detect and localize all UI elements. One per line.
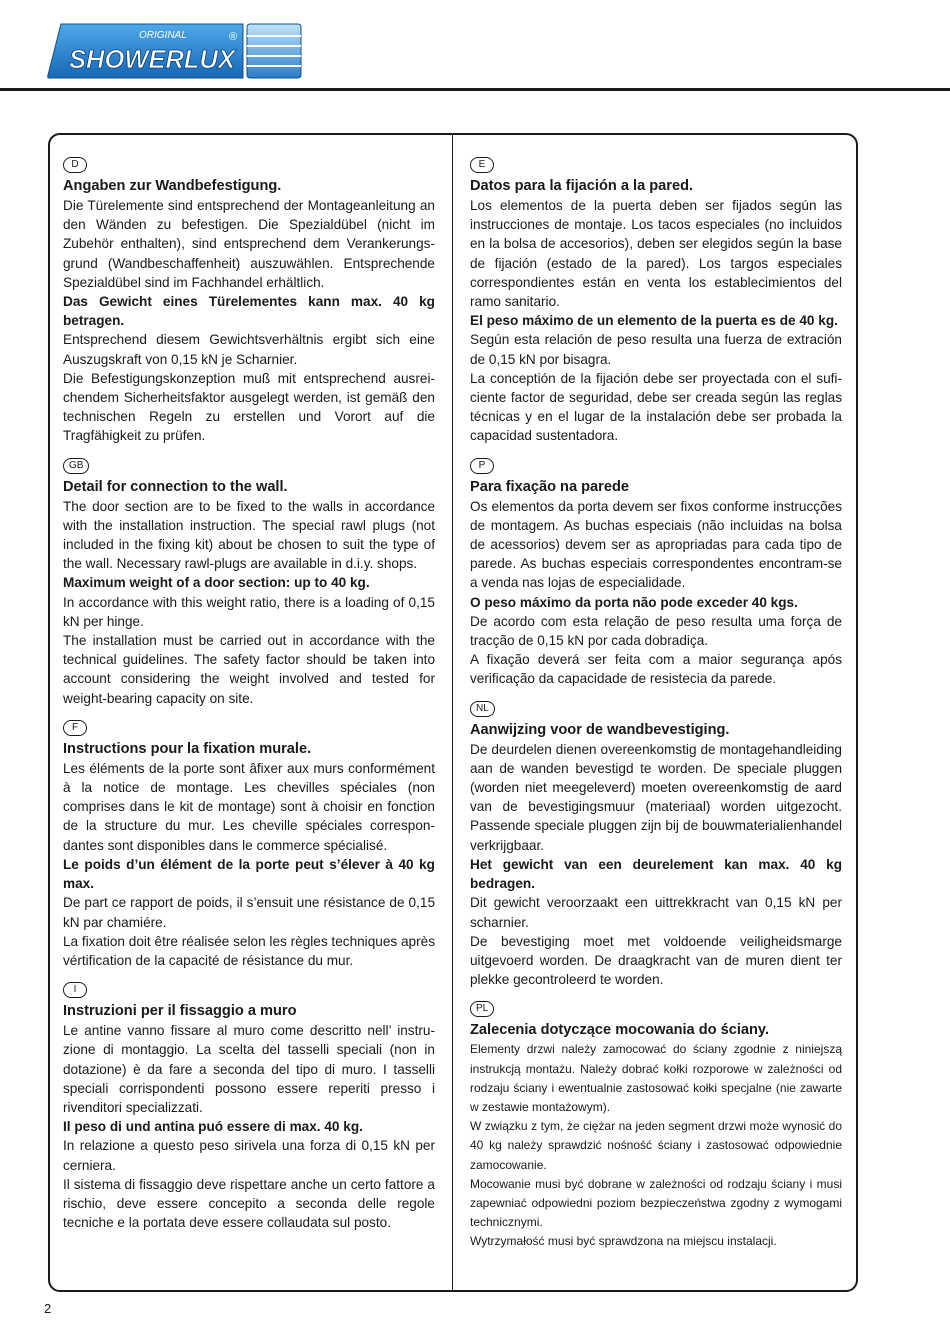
section-title: Instruzioni per il fissaggio a muro [63,1003,297,1020]
section-pl [470,997,842,1251]
paragraph: Elementy drzwi należy zamocować do ściany zgodnie z niniejszą instrukcją montażu. Należy dobrać kołki rozporowe w zależności od rodzaju ściany i ewentualnie zastosować kołki specjalne (nie zawarte w zestawie montażowym). [470,1042,842,1114]
paragraph: Wytrzymałość musi być sprawdzona na miejscu instalacji. [470,1234,777,1249]
logo-registered: ® [229,31,238,43]
paragraph: De deurdelen dienen overeenkomstig de montagehandleiding aan de wanden bevestigd te worden. De speciale pluggen (worden niet meegeleverd) moeten overeenkomstig de aard van de bevestigingsmuur (materiaal) worden uitgezocht. Passende speciale pluggen zijn bij de bouwmaterialienhandel verkrijgbaar. [470,741,842,853]
page-number: 2 [44,1301,52,1316]
language-badge: P [470,458,494,474]
section-gb [63,454,435,708]
section-title: Angaben zur Wandbefestigung. [63,178,282,194]
paragraph: A fixação deverá ser feita com a maior segurança após verificação da capacidade de resistecia da parede. [470,652,842,687]
language-badge: D [63,157,87,173]
paragraph: In accordance with this weight ratio, there is a loading of 0,15 kN per hinge. [63,594,435,629]
section-i [63,978,435,1232]
paragraph: De part ce rapport de poids, il s’ensuit une résistance de 0,15 kN par chamiére. [63,895,435,930]
paragraph: Según esta relación de peso resulta una fuerza de extración de 0,15 kN por bisagra. [470,332,842,367]
weight-note: Le poids d’un élément de la porte peut s’élever à 40 kg max. [63,856,435,892]
section-title: Zalecenia dotyczące mocowania do ściany. [470,1022,770,1039]
language-badge: F [63,720,87,736]
column-divider [452,135,453,1290]
section-title: Aanwijzing voor de wandbevestiging. [470,721,730,738]
paragraph: Les éléments de la porte sont âfixer aux murs conformément à la notice de montage. Les chevilles spéciales (non comprises dans le kit de montage) sont à choisir en fonction de la structure du mur. Les cheville spéciales correspondantes sont disponibles dans le commerce spécialisé. [63,760,435,853]
paragraph: Los elementos de la puerta deben ser fijados según las instrucciones de montaje. Los tacos especiales (no incluidos en la bolsa de accesorios), deben ser elegidos según la base de fijación (estado de la pared). Los targos especiales correspondientes están en venta los establecimientos del ramo sanitario. [470,198,842,310]
section-nl [470,697,842,990]
section-e [470,153,842,446]
weight-note: Il peso di und antina puó essere di max. 40 kg. [63,1119,363,1135]
section-f [63,716,435,970]
language-badge: PL [470,1001,494,1017]
weight-note: Het gewicht van een deurelement kan max. 40 kg bedragen. [470,856,842,892]
paragraph: Die Türelemente sind entsprechend der Montageanleitung an den Wänden zu befestigen. Die Spezialdübel (nicht im Zubehör enthalten), sind entsprechend dem Verankerungsgrund (Wandbeschaffenheit) auszuwählen. Entsprechende Spezialdübel sind im Fachhandel erhältlich. [63,198,435,290]
weight-note: El peso máximo de un elemento de la puerta es de 40 kg. [470,313,838,329]
language-badge: GB [63,458,89,474]
section-title: Para fixação na parede [470,478,629,495]
paragraph: In relazione a questo peso sirivela una forza di 0,15 kN per cerniera. [63,1138,435,1173]
section-d [63,153,435,446]
header-rule [0,88,950,91]
language-badge: NL [470,701,495,717]
paragraph: The door section are to be fixed to the walls in accordance with the installation instruction. The special rawl plugs (not included in the fixing kit) about be chosen to suit the type of the wall. Necessary rawl-plugs are available in d.i.y. shops. [63,498,435,572]
paragraph: Le antine vanno fissare al muro come descritto nell’ instruzione di montaggio. La scelta del tasselli speciali (non in dotazione) è da fare a seconda del tipo di muro. I tasselli speciali corrispondenti possono essere reperiti presso i rivenditori specializzati. [63,1023,435,1115]
paragraph: La fixation doit être réalisée selon les règles techniques après vértification de la capacité de résistance du mur. [63,933,435,968]
paragraph: De acordo com esta relação de peso resulta uma força de tracção de 0,15 kN por cada dobradiça. [470,613,842,649]
paragraph: Mocowanie musi być dobrane w zależności od rodzaju ściany i musi zapewniać odpowiedni poziom bezpieczeństwa zgodny z wymogami technicznymi. [470,1176,842,1230]
paragraph: The installation must be carried out in accordance with the technical guidelines. The safety factor should be taken into account considering the weight involved and tested for weight-bearing capacity on site. [63,633,435,706]
language-badge: E [470,157,494,173]
section-title: Datos para la fijación a la pared. [470,178,694,194]
language-badge: I [63,982,87,998]
paragraph: Die Befestigungskonzeption muß mit entsprechend ausreichendem Sicherheitsfaktor ausgelegt werden, ist gemäß den technischen Regeln zu erstellen und Vorort auf die Tragfähigkeit zu prüfen. [63,370,435,444]
weight-note: Das Gewicht eines Türelementes kann max. 40 kg betragen. [63,294,435,329]
left-column [63,153,435,1240]
paragraph: Il sistema di fissaggio deve rispettare anche un certo fattore a rischio, deve essere concepito a seconda delle regole tecniche e la portata deve essere collaudata sul posto. [63,1176,435,1231]
section-p [470,454,842,689]
right-column [470,153,842,1260]
paragraph: Entsprechend diesem Gewichtsverhältnis ergibt sich eine Auszugskraft von 0,15 kN je Scharnier. [63,332,435,367]
paragraph: De bevestiging moet met voldoende veiligheidsmarge uitgevoerd worden. De draagkracht van de muren dient ter plekke gecontroleerd te worden. [470,933,842,988]
section-title: Instructions pour la fixation murale. [63,740,312,757]
logo-top-text: ORIGINAL [139,30,187,41]
showerlux-logo [47,22,303,80]
paragraph: W związku z tym, że ciężar na jeden segment drzwi może wynosić do 40 kg należy sprawdzić nośność ściany i zastosować odpowiednie zamocowanie. [470,1119,842,1172]
weight-note: Maximum weight of a door section: up to 40 kg. [63,575,370,591]
paragraph: Dit gewicht veroorzaakt een uittrekkracht van 0,15 kN per scharnier. [470,895,842,930]
section-title: Detail for connection to the wall. [63,478,288,495]
paragraph: Os elementos da porta devem ser fixos conforme instrucções de montagem. As buchas especiais (não incluidas na bolsa de acessorios) devem ser as apropriadas para cada tipo de parede. As buchas especiais correspondentes encontram-se a venda nas lojas de especialidade. [470,498,842,591]
paragraph: La conceptión de la fijación debe ser proyectada con el suficiente factor de seguridad, debe ser creada según las reglas técnicas y en el lugar de la instalación debe ser probada la capacidad sustentadora. [470,370,842,444]
weight-note: O peso máximo da porta não pode exceder 40 kgs. [470,594,798,610]
logo-brand: SHOWERLUX [69,44,237,74]
